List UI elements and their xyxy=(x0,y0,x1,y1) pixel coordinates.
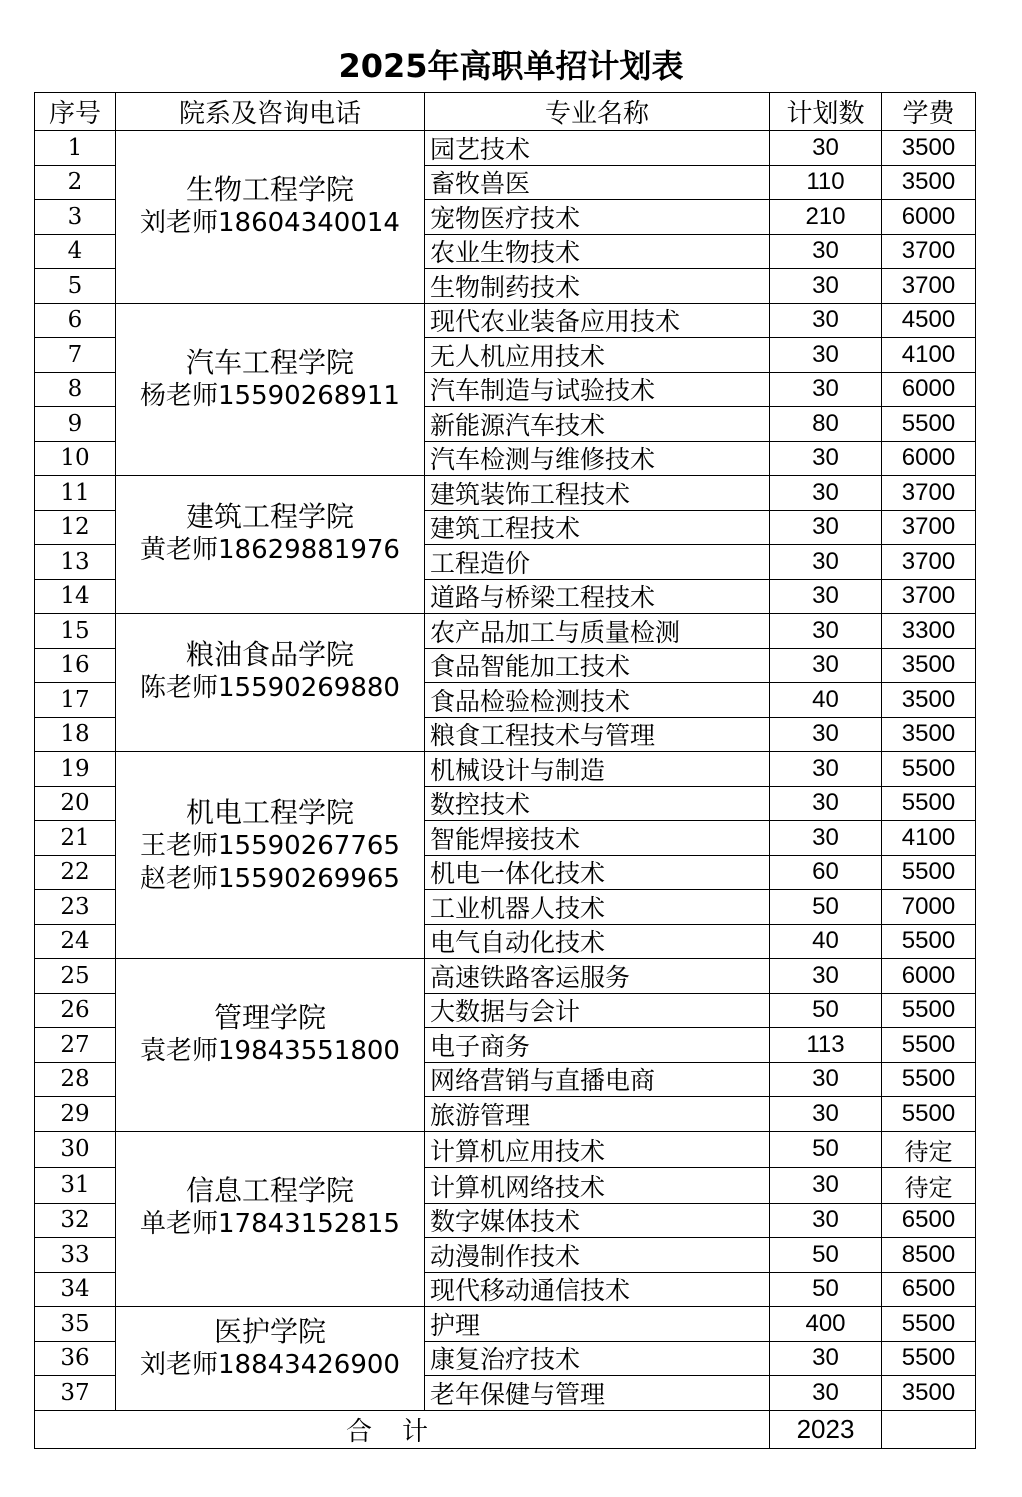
seq-cell: 37 xyxy=(35,1376,116,1411)
tuition-cell: 6500 xyxy=(882,1203,976,1238)
seq-cell: 32 xyxy=(35,1203,116,1238)
plan-count-cell: 50 xyxy=(770,1131,882,1167)
plan-count-cell: 30 xyxy=(770,717,882,752)
seq-cell: 19 xyxy=(35,752,116,787)
plan-count-cell: 40 xyxy=(770,683,882,718)
seq-cell: 3 xyxy=(35,200,116,235)
seq-cell: 12 xyxy=(35,510,116,545)
tuition-cell: 待定 xyxy=(882,1131,976,1167)
major-cell: 食品智能加工技术 xyxy=(425,648,770,683)
seq-cell: 36 xyxy=(35,1341,116,1376)
plan-count-cell: 40 xyxy=(770,924,882,959)
plan-count-cell: 30 xyxy=(770,441,882,476)
seq-cell: 33 xyxy=(35,1238,116,1273)
plan-count-cell: 30 xyxy=(770,1097,882,1132)
tuition-cell: 3700 xyxy=(882,269,976,304)
dept-name: 建筑工程学院 xyxy=(185,500,354,533)
major-cell: 新能源汽车技术 xyxy=(425,407,770,442)
seq-cell: 13 xyxy=(35,545,116,580)
tuition-cell: 3700 xyxy=(882,476,976,511)
tuition-cell: 5500 xyxy=(882,407,976,442)
major-cell: 电子商务 xyxy=(425,1028,770,1063)
tuition-cell: 5500 xyxy=(882,1097,976,1132)
tuition-cell: 6000 xyxy=(882,372,976,407)
tuition-cell: 3500 xyxy=(882,165,976,200)
seq-cell: 14 xyxy=(35,579,116,614)
plan-count-cell: 30 xyxy=(770,1341,882,1376)
seq-cell: 29 xyxy=(35,1097,116,1132)
tuition-cell: 5500 xyxy=(882,786,976,821)
major-cell: 农产品加工与质量检测 xyxy=(425,614,770,649)
tuition-cell: 3700 xyxy=(882,510,976,545)
tuition-cell: 3700 xyxy=(882,234,976,269)
major-cell: 现代移动通信技术 xyxy=(425,1272,770,1307)
major-cell: 智能焊接技术 xyxy=(425,821,770,856)
major-cell: 园艺技术 xyxy=(425,131,770,166)
major-cell: 无人机应用技术 xyxy=(425,338,770,373)
plan-count-cell: 50 xyxy=(770,1272,882,1307)
plan-count-cell: 30 xyxy=(770,614,882,649)
dept-name: 信息工程学院 xyxy=(185,1173,354,1207)
dept-contact-phone: 杨老师15590268911 xyxy=(140,380,400,411)
dept-contact-phone: 赵老师15590269965 xyxy=(140,864,400,894)
tuition-cell: 5500 xyxy=(882,1028,976,1063)
plan-count-cell: 113 xyxy=(770,1028,882,1063)
seq-cell: 4 xyxy=(35,234,116,269)
tuition-cell: 3500 xyxy=(882,131,976,166)
seq-cell: 1 xyxy=(35,131,116,166)
major-cell: 数控技术 xyxy=(425,786,770,821)
tuition-cell: 5500 xyxy=(882,1307,976,1342)
dept-contact-phone: 袁老师19843551800 xyxy=(140,1036,400,1066)
seq-cell: 24 xyxy=(35,924,116,959)
plan-count-cell: 30 xyxy=(770,1203,882,1238)
header-plan: 计划数 xyxy=(770,93,882,131)
major-cell: 数字媒体技术 xyxy=(425,1203,770,1238)
dept-cell xyxy=(116,752,425,959)
seq-cell: 20 xyxy=(35,786,116,821)
plan-count-cell: 30 xyxy=(770,579,882,614)
major-cell: 粮食工程技术与管理 xyxy=(425,717,770,752)
major-cell: 电气自动化技术 xyxy=(425,924,770,959)
dept-cell xyxy=(116,131,425,304)
dept-name: 粮油食品学院 xyxy=(185,638,354,671)
plan-count-cell: 30 xyxy=(770,648,882,683)
major-cell: 高速铁路客运服务 xyxy=(425,959,770,994)
major-cell: 工程造价 xyxy=(425,545,770,580)
tuition-cell: 5500 xyxy=(882,752,976,787)
seq-cell: 16 xyxy=(35,648,116,683)
tuition-cell: 7000 xyxy=(882,890,976,925)
tuition-cell: 6000 xyxy=(882,441,976,476)
major-cell: 机电一体化技术 xyxy=(425,855,770,890)
plan-count-cell: 30 xyxy=(770,234,882,269)
header-dept: 院系及咨询电话 xyxy=(116,93,425,131)
plan-count-cell: 30 xyxy=(770,752,882,787)
plan-count-cell: 30 xyxy=(770,131,882,166)
tuition-cell: 4500 xyxy=(882,303,976,338)
seq-cell: 21 xyxy=(35,821,116,856)
table-row xyxy=(35,614,976,649)
table-row xyxy=(35,303,976,338)
dept-cell xyxy=(116,1131,425,1307)
major-cell: 畜牧兽医 xyxy=(425,165,770,200)
page-title: 2025年高职单招计划表 xyxy=(338,47,684,85)
plan-count-cell: 110 xyxy=(770,165,882,200)
plan-count-cell: 30 xyxy=(770,476,882,511)
major-cell: 建筑装饰工程技术 xyxy=(425,476,770,511)
major-cell: 生物制药技术 xyxy=(425,269,770,304)
table-row xyxy=(35,476,976,511)
major-cell: 工业机器人技术 xyxy=(425,890,770,925)
dept-contact-phone: 黄老师18629881976 xyxy=(140,535,400,565)
table-row xyxy=(35,1307,976,1342)
dept-cell xyxy=(116,303,425,476)
table-row xyxy=(35,959,976,994)
dept-name: 汽车工程学院 xyxy=(185,345,354,379)
plan-count-cell: 60 xyxy=(770,855,882,890)
dept-name: 生物工程学院 xyxy=(185,173,354,206)
dept-cell xyxy=(116,959,425,1132)
plan-count-cell: 30 xyxy=(770,510,882,545)
tuition-cell: 5500 xyxy=(882,855,976,890)
dept-name: 机电工程学院 xyxy=(185,796,354,829)
tuition-cell: 3500 xyxy=(882,717,976,752)
tuition-cell: 3700 xyxy=(882,579,976,614)
dept-name: 管理学院 xyxy=(213,1001,326,1034)
tuition-cell: 3300 xyxy=(882,614,976,649)
header-seq: 序号 xyxy=(35,93,116,131)
plan-count-cell: 30 xyxy=(770,303,882,338)
dept-cell xyxy=(116,614,425,752)
table-row xyxy=(35,752,976,787)
dept-contact-phone: 单老师17843152815 xyxy=(140,1208,400,1239)
major-cell: 康复治疗技术 xyxy=(425,1341,770,1376)
tuition-cell: 3500 xyxy=(882,1376,976,1411)
plan-count-cell: 30 xyxy=(770,821,882,856)
dept-contact-phone: 刘老师18604340014 xyxy=(140,208,400,238)
total-label: 合计 xyxy=(35,1410,770,1448)
major-cell: 汽车检测与维修技术 xyxy=(425,441,770,476)
dept-cell xyxy=(116,1307,425,1411)
major-cell: 护理 xyxy=(425,1307,770,1342)
plan-count-cell: 30 xyxy=(770,1376,882,1411)
tuition-cell: 8500 xyxy=(882,1238,976,1273)
dept-contact-phone: 刘老师18843426900 xyxy=(140,1350,400,1380)
tuition-cell: 3500 xyxy=(882,648,976,683)
seq-cell: 8 xyxy=(35,372,116,407)
seq-cell: 11 xyxy=(35,476,116,511)
tuition-cell: 4100 xyxy=(882,821,976,856)
table-body xyxy=(35,131,976,1411)
total-fee xyxy=(882,1410,976,1448)
seq-cell: 18 xyxy=(35,717,116,752)
tuition-cell: 5500 xyxy=(882,1341,976,1376)
plan-count-cell: 30 xyxy=(770,1062,882,1097)
plan-count-cell: 30 xyxy=(770,338,882,373)
major-cell: 计算机应用技术 xyxy=(425,1131,770,1167)
dept-name: 医护学院 xyxy=(213,1315,326,1348)
seq-cell: 10 xyxy=(35,441,116,476)
seq-cell: 23 xyxy=(35,890,116,925)
major-cell: 食品检验检测技术 xyxy=(425,683,770,718)
tuition-cell: 6000 xyxy=(882,200,976,235)
tuition-cell: 待定 xyxy=(882,1167,976,1203)
plan-count-cell: 80 xyxy=(770,407,882,442)
seq-cell: 25 xyxy=(35,959,116,994)
plan-count-cell: 30 xyxy=(770,1167,882,1203)
plan-count-cell: 30 xyxy=(770,959,882,994)
seq-cell: 17 xyxy=(35,683,116,718)
major-cell: 机械设计与制造 xyxy=(425,752,770,787)
major-cell: 农业生物技术 xyxy=(425,234,770,269)
plan-count-cell: 50 xyxy=(770,993,882,1028)
major-cell: 建筑工程技术 xyxy=(425,510,770,545)
total-plan: 2023 xyxy=(770,1410,882,1448)
plan-count-cell: 400 xyxy=(770,1307,882,1342)
tuition-cell: 5500 xyxy=(882,1062,976,1097)
dept-contact-phone: 王老师15590267765 xyxy=(140,831,400,861)
seq-cell: 2 xyxy=(35,165,116,200)
major-cell: 网络营销与直播电商 xyxy=(425,1062,770,1097)
major-cell: 现代农业装备应用技术 xyxy=(425,303,770,338)
plan-count-cell: 50 xyxy=(770,1238,882,1273)
seq-cell: 15 xyxy=(35,614,116,649)
table-row xyxy=(35,131,976,166)
tuition-cell: 3500 xyxy=(882,683,976,718)
tuition-cell: 6000 xyxy=(882,959,976,994)
major-cell: 旅游管理 xyxy=(425,1097,770,1132)
tuition-cell: 6500 xyxy=(882,1272,976,1307)
seq-cell: 22 xyxy=(35,855,116,890)
seq-cell: 31 xyxy=(35,1167,116,1203)
enrollment-plan-table xyxy=(34,92,976,1449)
seq-cell: 35 xyxy=(35,1307,116,1342)
tuition-cell: 5500 xyxy=(882,924,976,959)
major-cell: 老年保健与管理 xyxy=(425,1376,770,1411)
major-cell: 计算机网络技术 xyxy=(425,1167,770,1203)
dept-cell xyxy=(116,476,425,614)
seq-cell: 9 xyxy=(35,407,116,442)
plan-count-cell: 30 xyxy=(770,269,882,304)
tuition-cell: 3700 xyxy=(882,545,976,580)
seq-cell: 6 xyxy=(35,303,116,338)
dept-contact-phone: 陈老师15590269880 xyxy=(140,673,400,703)
seq-cell: 27 xyxy=(35,1028,116,1063)
seq-cell: 30 xyxy=(35,1131,116,1167)
table-row xyxy=(35,1131,976,1167)
seq-cell: 26 xyxy=(35,993,116,1028)
major-cell: 大数据与会计 xyxy=(425,993,770,1028)
major-cell: 宠物医疗技术 xyxy=(425,200,770,235)
header-fee: 学费 xyxy=(882,93,976,131)
table-header-row xyxy=(35,93,976,131)
major-cell: 动漫制作技术 xyxy=(425,1238,770,1273)
seq-cell: 7 xyxy=(35,338,116,373)
plan-count-cell: 30 xyxy=(770,545,882,580)
major-cell: 道路与桥梁工程技术 xyxy=(425,579,770,614)
header-major: 专业名称 xyxy=(425,93,770,131)
plan-count-cell: 210 xyxy=(770,200,882,235)
total-row xyxy=(35,1410,976,1448)
seq-cell: 28 xyxy=(35,1062,116,1097)
plan-count-cell: 50 xyxy=(770,890,882,925)
seq-cell: 5 xyxy=(35,269,116,304)
plan-count-cell: 30 xyxy=(770,372,882,407)
seq-cell: 34 xyxy=(35,1272,116,1307)
major-cell: 汽车制造与试验技术 xyxy=(425,372,770,407)
plan-count-cell: 30 xyxy=(770,786,882,821)
tuition-cell: 4100 xyxy=(882,338,976,373)
tuition-cell: 5500 xyxy=(882,993,976,1028)
